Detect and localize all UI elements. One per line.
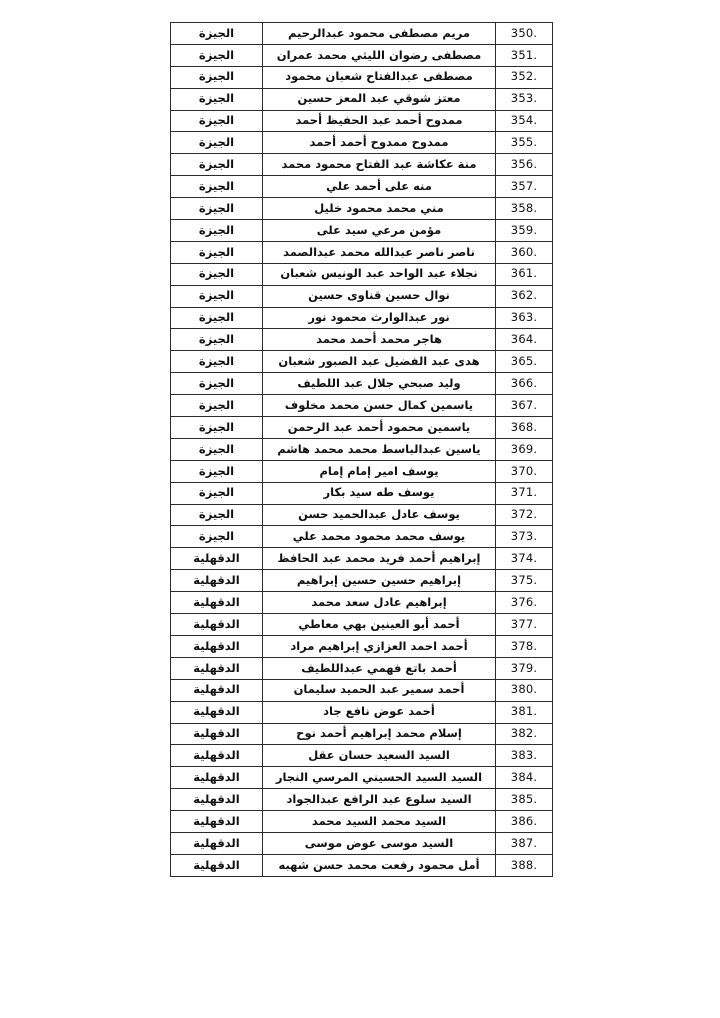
governorate-cell: الجيزة xyxy=(171,307,263,329)
names-table xyxy=(170,22,553,877)
governorate-cell: الجيزة xyxy=(171,285,263,307)
name-cell: السيد سلوع عبد الرافع عبدالجواد xyxy=(263,789,496,811)
governorate-cell: الجيزة xyxy=(171,176,263,198)
serial-number-cell: 381. xyxy=(496,701,553,723)
table-row xyxy=(171,285,553,307)
table-row xyxy=(171,701,553,723)
governorate-cell: الجيزة xyxy=(171,373,263,395)
table-row xyxy=(171,767,553,789)
table-row xyxy=(171,745,553,767)
serial-number-cell: 351. xyxy=(496,44,553,66)
governorate-cell: الدقهلية xyxy=(171,745,263,767)
name-cell: أحمد سمير عبد الحميد سليمان xyxy=(263,679,496,701)
name-cell: أمل محمود رفعت محمد حسن شهبه xyxy=(263,854,496,876)
governorate-cell: الدقهلية xyxy=(171,701,263,723)
name-cell: ممدوح أحمد عبد الحفيظ أحمد xyxy=(263,110,496,132)
table-row xyxy=(171,482,553,504)
name-cell: السيد محمد السيد محمد xyxy=(263,811,496,833)
table-row xyxy=(171,23,553,45)
name-cell: مصطفى رضوان الليثي محمد عمران xyxy=(263,44,496,66)
serial-number-cell: 361. xyxy=(496,263,553,285)
name-cell: أحمد أبو العينين بهي معاطي xyxy=(263,614,496,636)
governorate-cell: الدقهلية xyxy=(171,789,263,811)
table-row xyxy=(171,307,553,329)
name-cell: ممدوح ممدوح أحمد أحمد xyxy=(263,132,496,154)
serial-number-cell: 383. xyxy=(496,745,553,767)
serial-number-cell: 359. xyxy=(496,220,553,242)
governorate-cell: الجيزة xyxy=(171,241,263,263)
names-table-body xyxy=(171,23,553,877)
governorate-cell: الدقهلية xyxy=(171,614,263,636)
serial-number-cell: 385. xyxy=(496,789,553,811)
governorate-cell: الجيزة xyxy=(171,329,263,351)
governorate-cell: الدقهلية xyxy=(171,832,263,854)
table-row xyxy=(171,548,553,570)
serial-number-cell: 386. xyxy=(496,811,553,833)
serial-number-cell: 360. xyxy=(496,241,553,263)
serial-number-cell: 350. xyxy=(496,23,553,45)
serial-number-cell: 356. xyxy=(496,154,553,176)
serial-number-cell: 354. xyxy=(496,110,553,132)
serial-number-cell: 382. xyxy=(496,723,553,745)
governorate-cell: الجيزة xyxy=(171,395,263,417)
serial-number-cell: 369. xyxy=(496,438,553,460)
governorate-cell: الدقهلية xyxy=(171,811,263,833)
table-row xyxy=(171,198,553,220)
table-row xyxy=(171,438,553,460)
governorate-cell: الدقهلية xyxy=(171,723,263,745)
name-cell: هدى عبد الفضيل عبد الصبور شعبان xyxy=(263,351,496,373)
name-cell: يوسف امير إمام إمام xyxy=(263,460,496,482)
table-row xyxy=(171,679,553,701)
governorate-cell: الجيزة xyxy=(171,198,263,220)
name-cell: أحمد باتع فهمي عبداللطيف xyxy=(263,657,496,679)
serial-number-cell: 362. xyxy=(496,285,553,307)
table-row xyxy=(171,789,553,811)
governorate-cell: الجيزة xyxy=(171,417,263,439)
serial-number-cell: 365. xyxy=(496,351,553,373)
name-cell: نجلاء عبد الواحد عبد الونيس شعبان xyxy=(263,263,496,285)
table-row xyxy=(171,110,553,132)
governorate-cell: الجيزة xyxy=(171,44,263,66)
table-row xyxy=(171,657,553,679)
name-cell: السيد السعيد حسان عقل xyxy=(263,745,496,767)
name-cell: يوسف محمد محمود محمد علي xyxy=(263,526,496,548)
table-row xyxy=(171,88,553,110)
name-cell: السيد موسى عوض موسى xyxy=(263,832,496,854)
name-cell: منه على أحمد علي xyxy=(263,176,496,198)
table-row xyxy=(171,460,553,482)
name-cell: نوال حسين قناوى حسين xyxy=(263,285,496,307)
governorate-cell: الجيزة xyxy=(171,460,263,482)
table-row xyxy=(171,66,553,88)
table-row xyxy=(171,241,553,263)
serial-number-cell: 370. xyxy=(496,460,553,482)
governorate-cell: الدقهلية xyxy=(171,679,263,701)
name-cell: يوسف طه سيد بكار xyxy=(263,482,496,504)
serial-number-cell: 371. xyxy=(496,482,553,504)
governorate-cell: الدقهلية xyxy=(171,657,263,679)
name-cell: نور عبدالوارث محمود نور xyxy=(263,307,496,329)
table-row xyxy=(171,417,553,439)
governorate-cell: الجيزة xyxy=(171,23,263,45)
name-cell: ناصر ناصر عبدالله محمد عبدالصمد xyxy=(263,241,496,263)
governorate-cell: الدقهلية xyxy=(171,854,263,876)
serial-number-cell: 366. xyxy=(496,373,553,395)
table-row xyxy=(171,263,553,285)
table-row xyxy=(171,614,553,636)
serial-number-cell: 357. xyxy=(496,176,553,198)
name-cell: ياسمين محمود أحمد عبد الرحمن xyxy=(263,417,496,439)
governorate-cell: الدقهلية xyxy=(171,548,263,570)
name-cell: السيد السيد الحسيني المرسي النجار xyxy=(263,767,496,789)
serial-number-cell: 364. xyxy=(496,329,553,351)
governorate-cell: الجيزة xyxy=(171,504,263,526)
serial-number-cell: 377. xyxy=(496,614,553,636)
serial-number-cell: 372. xyxy=(496,504,553,526)
serial-number-cell: 352. xyxy=(496,66,553,88)
serial-number-cell: 373. xyxy=(496,526,553,548)
name-cell: معتز شوقي عبد المعز حسين xyxy=(263,88,496,110)
table-row xyxy=(171,154,553,176)
name-cell: هاجر محمد أحمد محمد xyxy=(263,329,496,351)
name-cell: مصطفى عبدالفتاح شعبان محمود xyxy=(263,66,496,88)
name-cell: مريم مصطفى محمود عبدالرحيم xyxy=(263,23,496,45)
table-row xyxy=(171,373,553,395)
name-cell: ياسين عبدالباسط محمد محمد هاشم xyxy=(263,438,496,460)
name-cell: إبراهيم أحمد فريد محمد عبد الحافظ xyxy=(263,548,496,570)
table-row xyxy=(171,44,553,66)
name-cell: وليد صبحي جلال عبد اللطيف xyxy=(263,373,496,395)
governorate-cell: الدقهلية xyxy=(171,592,263,614)
name-cell: إسلام محمد إبراهيم أحمد نوح xyxy=(263,723,496,745)
table-row xyxy=(171,132,553,154)
serial-number-cell: 375. xyxy=(496,570,553,592)
serial-number-cell: 358. xyxy=(496,198,553,220)
governorate-cell: الدقهلية xyxy=(171,635,263,657)
serial-number-cell: 384. xyxy=(496,767,553,789)
table-row xyxy=(171,570,553,592)
name-cell: ياسمين كمال حسن محمد مخلوف xyxy=(263,395,496,417)
name-cell: منة عكاشة عبد الفتاح محمود محمد xyxy=(263,154,496,176)
serial-number-cell: 378. xyxy=(496,635,553,657)
governorate-cell: الجيزة xyxy=(171,351,263,373)
governorate-cell: الجيزة xyxy=(171,132,263,154)
serial-number-cell: 374. xyxy=(496,548,553,570)
table-row xyxy=(171,854,553,876)
serial-number-cell: 367. xyxy=(496,395,553,417)
serial-number-cell: 355. xyxy=(496,132,553,154)
governorate-cell: الجيزة xyxy=(171,110,263,132)
table-row xyxy=(171,504,553,526)
table-row xyxy=(171,592,553,614)
serial-number-cell: 363. xyxy=(496,307,553,329)
table-row xyxy=(171,220,553,242)
name-cell: أحمد عوض نافع جاد xyxy=(263,701,496,723)
table-row xyxy=(171,811,553,833)
table-row xyxy=(171,395,553,417)
table-row xyxy=(171,723,553,745)
serial-number-cell: 387. xyxy=(496,832,553,854)
serial-number-cell: 388. xyxy=(496,854,553,876)
governorate-cell: الدقهلية xyxy=(171,570,263,592)
governorate-cell: الجيزة xyxy=(171,88,263,110)
name-cell: مني محمد محمود خليل xyxy=(263,198,496,220)
serial-number-cell: 380. xyxy=(496,679,553,701)
name-cell: إبراهيم عادل سعد محمد xyxy=(263,592,496,614)
table-row xyxy=(171,832,553,854)
governorate-cell: الجيزة xyxy=(171,220,263,242)
name-cell: مؤمن مرعي سيد على xyxy=(263,220,496,242)
serial-number-cell: 368. xyxy=(496,417,553,439)
table-row xyxy=(171,526,553,548)
serial-number-cell: 379. xyxy=(496,657,553,679)
governorate-cell: الجيزة xyxy=(171,263,263,285)
name-cell: يوسف عادل عبدالحميد حسن xyxy=(263,504,496,526)
name-cell: أحمد احمد العزازي إبراهيم مراد xyxy=(263,635,496,657)
governorate-cell: الجيزة xyxy=(171,438,263,460)
governorate-cell: الجيزة xyxy=(171,482,263,504)
table-row xyxy=(171,329,553,351)
name-cell: إبراهيم حسين حسين إبراهيم xyxy=(263,570,496,592)
table-row xyxy=(171,635,553,657)
governorate-cell: الجيزة xyxy=(171,526,263,548)
serial-number-cell: 353. xyxy=(496,88,553,110)
serial-number-cell: 376. xyxy=(496,592,553,614)
governorate-cell: الدقهلية xyxy=(171,767,263,789)
table-row xyxy=(171,176,553,198)
governorate-cell: الجيزة xyxy=(171,66,263,88)
table-row xyxy=(171,351,553,373)
governorate-cell: الجيزة xyxy=(171,154,263,176)
